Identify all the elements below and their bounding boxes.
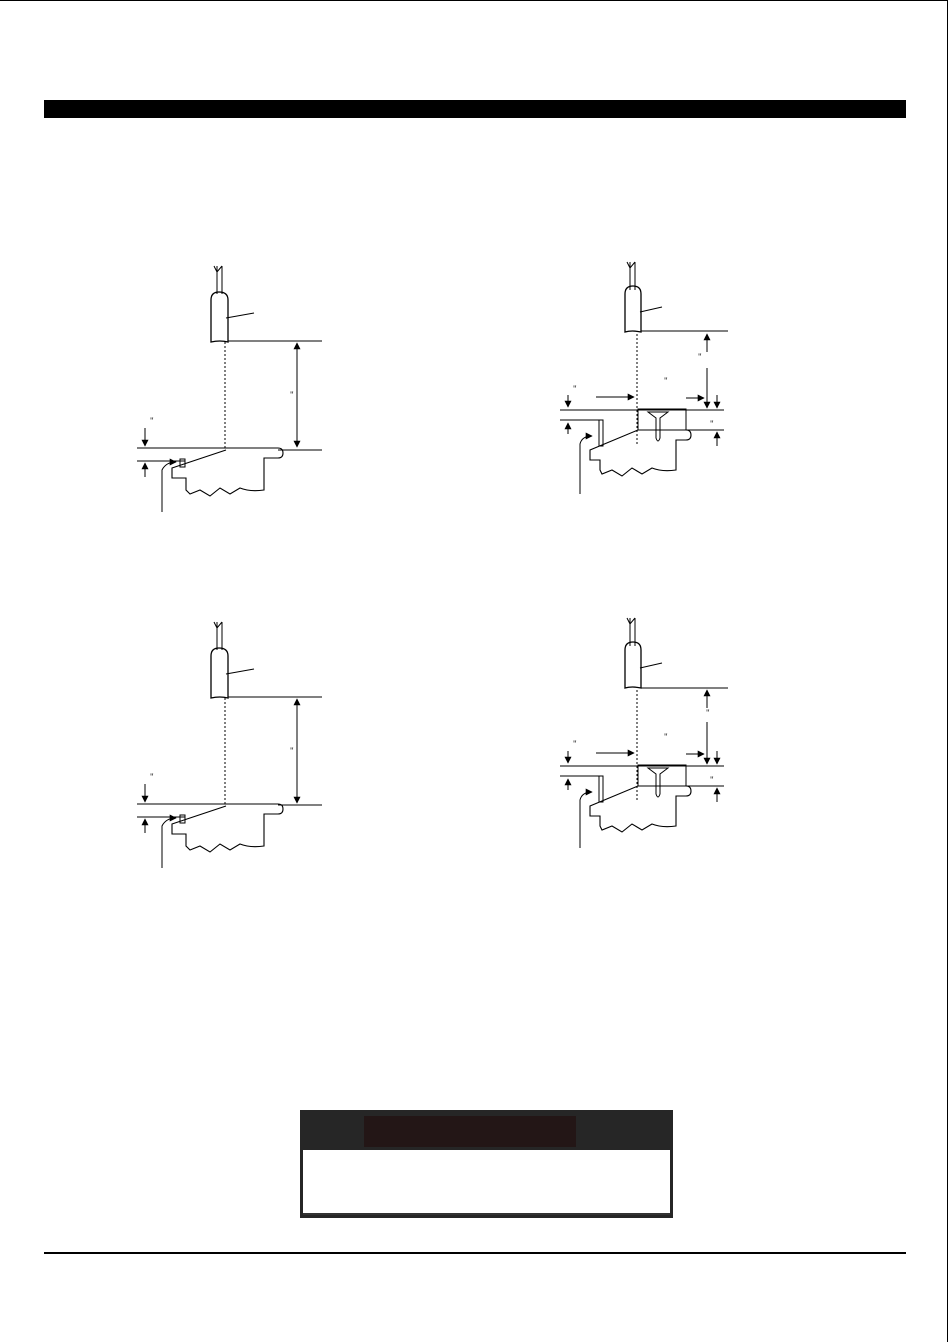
router-bit-icon bbox=[211, 622, 228, 698]
diagram-bottom-right bbox=[560, 618, 728, 848]
inch-mark: " bbox=[698, 352, 702, 362]
inch-mark: " bbox=[150, 416, 154, 426]
inch-mark: " bbox=[664, 732, 668, 742]
fastener-icon bbox=[648, 412, 668, 441]
workpiece-profile bbox=[137, 448, 283, 496]
diagram-top-left bbox=[137, 266, 322, 512]
workpiece-profile bbox=[590, 786, 691, 832]
router-bit-icon bbox=[211, 266, 228, 342]
diagram-top-right bbox=[560, 262, 728, 494]
notice-box bbox=[300, 1110, 673, 1218]
inch-mark: " bbox=[573, 384, 577, 394]
fence-tab bbox=[180, 459, 185, 467]
router-bit-icon bbox=[625, 618, 641, 688]
notice-title-band bbox=[364, 1116, 576, 1147]
bottom-rule bbox=[44, 1252, 906, 1254]
diagram-bottom-left bbox=[137, 622, 322, 868]
workpiece-profile bbox=[590, 430, 691, 476]
inch-mark: " bbox=[290, 746, 294, 756]
pointer-leader bbox=[162, 818, 176, 868]
bit-leader bbox=[640, 663, 662, 668]
inch-mark: " bbox=[573, 739, 577, 749]
fence-tab bbox=[599, 776, 603, 802]
pointer-leader bbox=[580, 436, 592, 494]
pointer-leader bbox=[162, 462, 176, 512]
inch-mark: " bbox=[664, 376, 668, 386]
inch-mark: " bbox=[290, 390, 294, 400]
inch-mark: " bbox=[150, 772, 154, 782]
fence-tab bbox=[599, 420, 603, 446]
bit-leader bbox=[226, 669, 254, 674]
bit-leader bbox=[226, 313, 254, 318]
notice-bottom-line bbox=[303, 1213, 670, 1215]
inch-mark: " bbox=[706, 708, 710, 718]
inch-mark: " bbox=[710, 775, 714, 785]
router-bit-icon bbox=[625, 262, 641, 332]
bit-leader bbox=[640, 307, 662, 312]
fastener-icon bbox=[648, 768, 668, 797]
fence-tab bbox=[180, 815, 185, 823]
pointer-leader bbox=[580, 792, 592, 848]
inch-mark: " bbox=[710, 419, 714, 429]
notice-header bbox=[303, 1113, 670, 1150]
workpiece-profile bbox=[137, 804, 283, 852]
